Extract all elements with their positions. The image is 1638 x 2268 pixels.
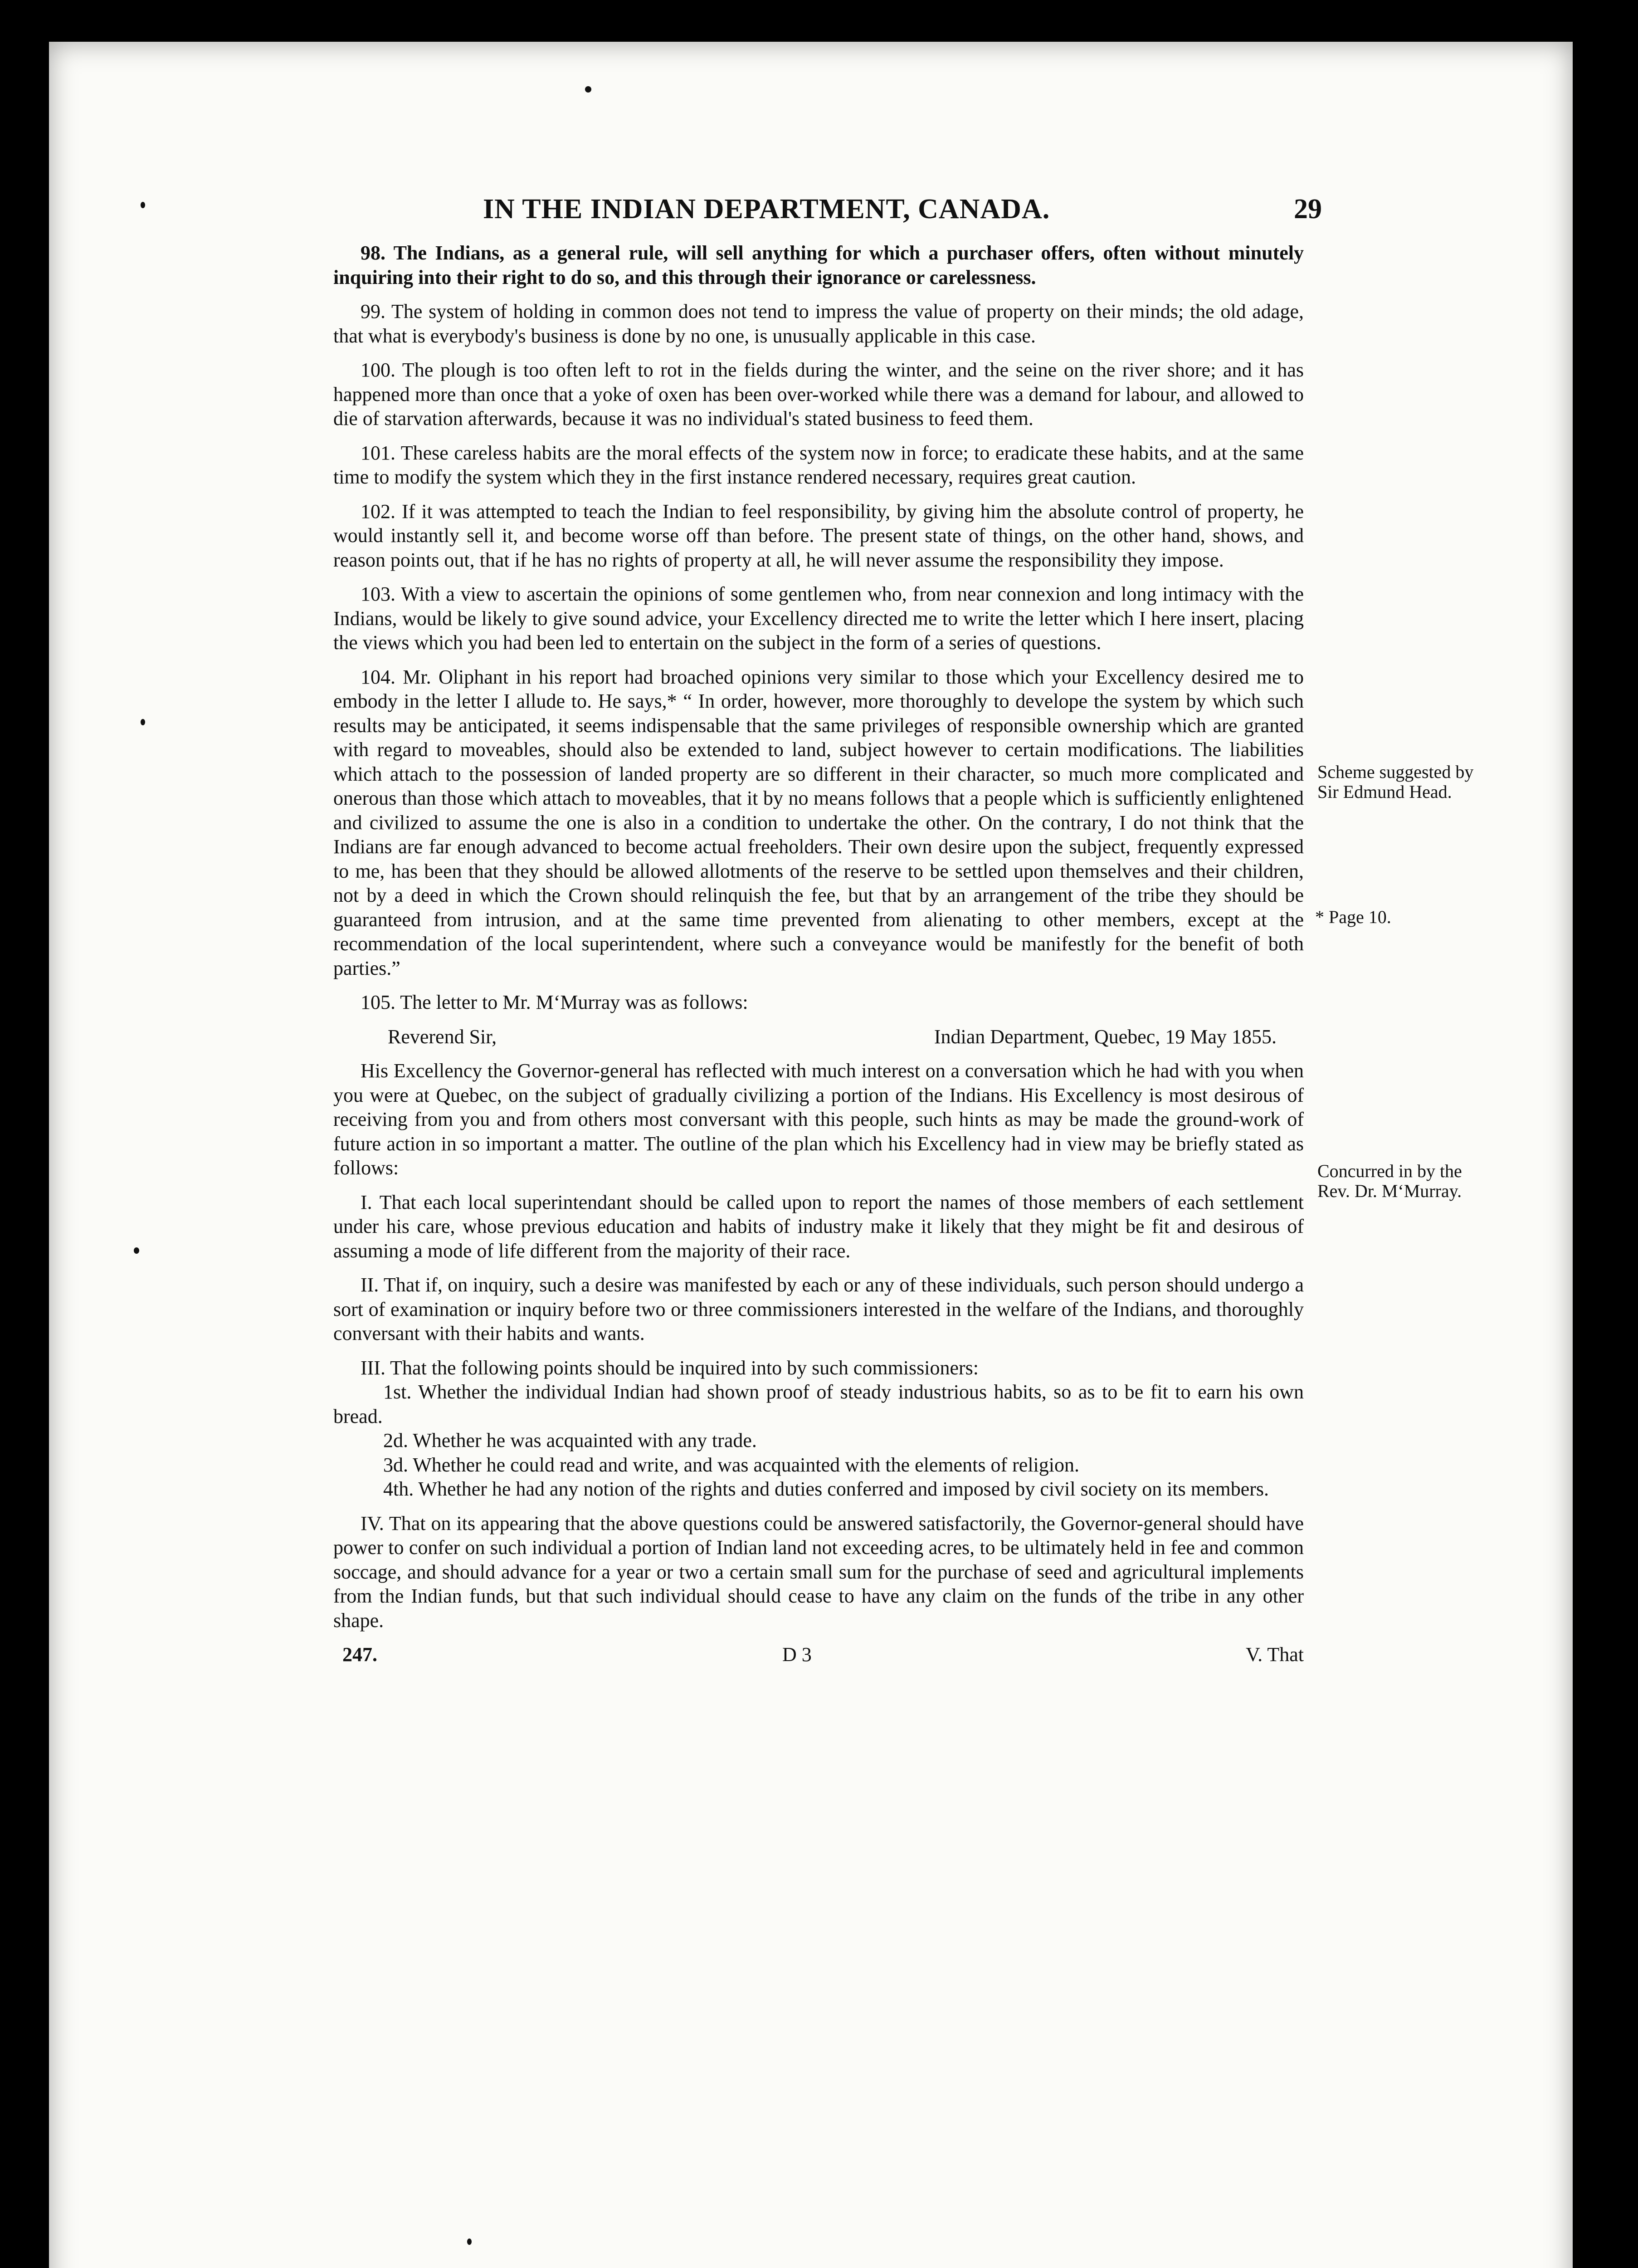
- signature-mark: 247.: [342, 1643, 377, 1666]
- scan-mark: [141, 202, 145, 208]
- scan-mark: [141, 719, 145, 725]
- document-page: [333, 194, 1322, 1670]
- letter-dateline: Indian Department, Quebec, 19 May 1855.: [934, 1025, 1277, 1048]
- paragraph-104: 104. Mr. Oliphant in his report had broached opinions very similar to those which your Excellency desired me to embody in the letter I allude to. He says,* “ In order, however, more thoroughly to develope the system by which such results may be anticipated, it seems indispensable that the same privileges of responsible ownership which are granted with regard to moveables, should also be extended to land, subject however to certain modifications. The liabilities which attach to the possession of landed property are so different in their character, so much more complicated and onerous than those which attach to moveables, that it by no means follows that a people which is sufficiently enlightened and civilized to assume the one is also in a condition to undertake the other. On the contrary, I do not think that the Indians are far enough advanced to become actual freeholders. Their own desire upon the subject, frequently expressed to me, has been that they should be allowed allotments of the reserve to be settled upon themselves and their children, not by a deed in which the Crown should relinquish the fee, but that by an arrangement of the tribe they should be guaranteed from intrusion, and at the same time prevented from alienating to other members, except at the recommendation of the local superintendent, where such a conveyance would be manifestly for the benefit of both parties.”: [333, 665, 1304, 979]
- letter-subpoint: 4th. Whether he had any notion of the rights and duties conferred and imposed by civil society on its members.: [383, 1478, 1269, 1500]
- signature: D 3: [782, 1643, 812, 1666]
- page-footer: [333, 1642, 1304, 1670]
- scan-mark: [134, 1247, 139, 1254]
- paragraph-103: 103. With a view to ascertain the opinions of some gentlemen who, from near connexion and long intimacy with the Indians, would be likely to give sound advice, your Excellency directed me to write the letter which I here insert, placing the views which you had been led to entertain on the subject in the form of a series of questions.: [333, 583, 1304, 654]
- letter-point-3: III. That the following points should be inquired into by such commissioners:: [361, 1356, 979, 1379]
- letter-point-1: I. That each local superintendant should be called upon to report the names of those members of each settlement under his care, whose previous education and habits of industry make it likely that they might be fit and desirous of assuming a mode of life different from the majority of their race.: [333, 1191, 1304, 1262]
- letter-subpoint: 1st. Whether the individual Indian had shown proof of steady industrious habits, so as to be fit to earn his own bread.: [333, 1381, 1304, 1427]
- letter-head: [333, 1025, 1304, 1049]
- letter-point-2: II. That if, on inquiry, such a desire was manifested by each or any of these individuals, such person should undergo a sort of examination or inquiry before two or three commissioners interested in the welfare of the Indians, and thoroughly conversant with their habits and wants.: [333, 1274, 1304, 1344]
- marginal-note-concurred: Concurred in by the Rev. Dr. M‘Murray.: [1317, 1161, 1462, 1201]
- scan-mark: [585, 86, 591, 93]
- marginal-note-page-ref: * Page 10.: [1315, 907, 1391, 927]
- paragraph-98: 98. The Indians, as a general rule, will sell anything for which a purchaser offers, often without minutely inquiring into their right to do so, and this through their ignorance or carelessness.: [333, 242, 1304, 288]
- letter-salutation: Reverend Sir,: [388, 1025, 497, 1048]
- letter-subpoint: 3d. Whether he could read and write, and was acquainted with the elements of religion.: [383, 1453, 1079, 1476]
- page-number: 29: [1294, 194, 1322, 225]
- letter-point-4: IV. That on its appearing that the above questions could be answered satisfactorily, the Governor-general should have power to confer on such individual a portion of Indian land not exceeding acres, to be ultimately held in fee and common soccage, and should advance for a year or two a certain small sum for the purchase of seed and agricultural implements from the Indian funds, but that such individual should cease to have any claim on the funds of the tribe in any other shape.: [333, 1512, 1304, 1632]
- scan-mark: [467, 2239, 472, 2245]
- paragraph-101: 101. These careless habits are the moral effects of the system now in force; to eradicate these habits, and at the same time to modify the system which they in the first instance rendered necessary, requires great caution.: [333, 441, 1304, 488]
- paragraph-99: 99. The system of holding in common does not tend to impress the value of property on their minds; the old adage, that what is everybody's business is done by no one, is unusually applicable in this case.: [333, 300, 1304, 347]
- paragraph-105: 105. The letter to Mr. M‘Murray was as follows:: [361, 991, 748, 1013]
- letter-body: His Excellency the Governor-general has reflected with much interest on a conversation which he had with you when you were at Quebec, on the subject of gradually civilizing a portion of the Indians. His Excellency is most desirous of receiving from you and from others most conversant with this people, such hints as may be made the ground-work of future action in so important a matter. The outline of the plan which his Excellency had in view may be briefly stated as follows:: [333, 1060, 1304, 1179]
- letter-subpoint: 2d. Whether he was acquainted with any trade.: [383, 1429, 757, 1452]
- paragraph-100: 100. The plough is too often left to rot in the fields during the winter, and the seine on the river shore; and it has happened more than once that a yoke of oxen has been over-worked while there was a demand for labour, and allowed to die of starvation afterwards, because it was no individual's stated business to feed them.: [333, 359, 1304, 430]
- catchword: V. That: [1246, 1643, 1304, 1666]
- marginal-note-scheme: Scheme suggested by Sir Edmund Head.: [1317, 762, 1474, 802]
- running-title: IN THE INDIAN DEPARTMENT, CANADA.: [483, 194, 1050, 225]
- paragraph-102: 102. If it was attempted to teach the Indian to feel responsibility, by giving him the absolute control of property, he would instantly sell it, and become worse off than before. The present state of things, on the other hand, shows, and reason points out, that if he has no rights of property at all, he will never assume the responsibility they impose.: [333, 500, 1304, 571]
- running-head: [333, 194, 1322, 229]
